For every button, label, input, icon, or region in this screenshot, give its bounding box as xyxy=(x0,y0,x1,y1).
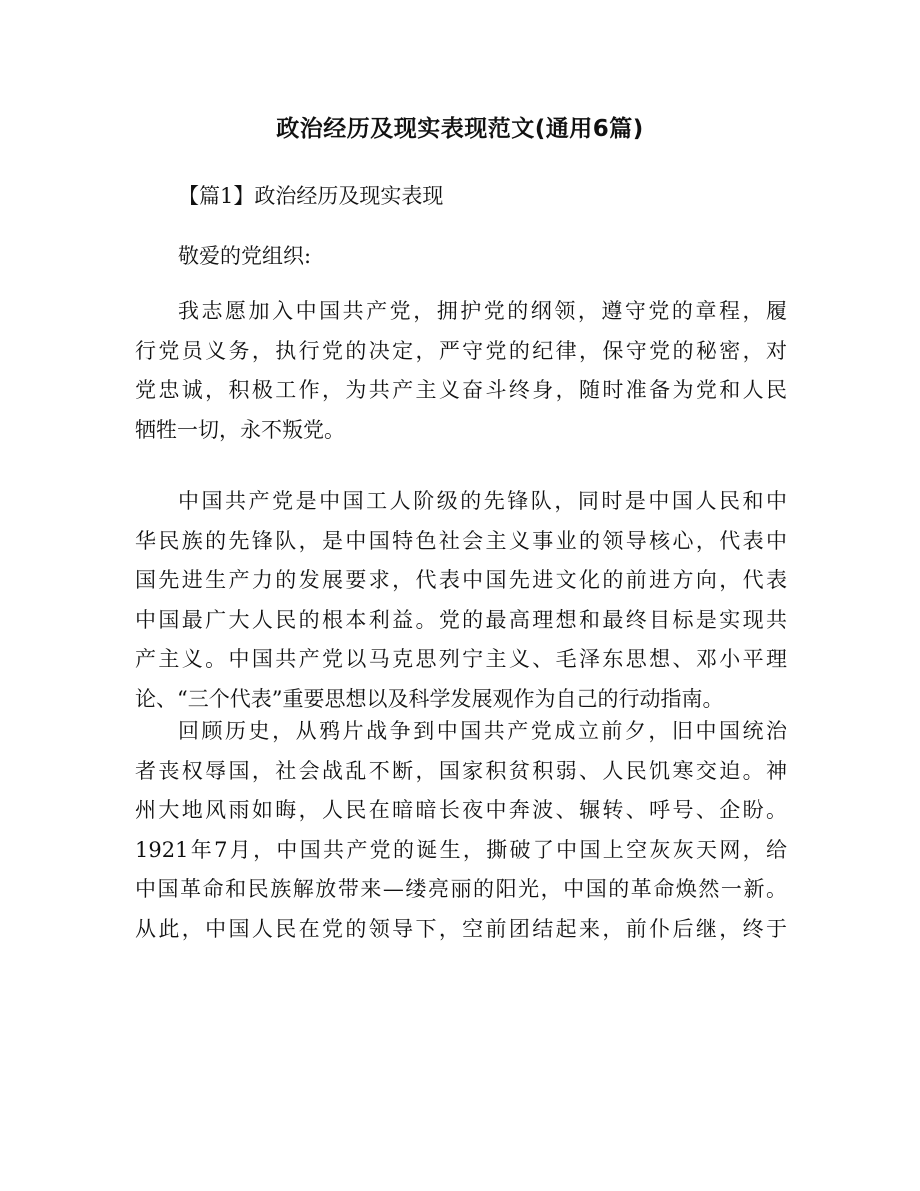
paragraph-line: 党忠诚，积极工作，为共产主义奋斗终身，随时准备为党和人民 xyxy=(135,378,787,402)
paragraph-line: 中国革命和民族解放带来—缕亮丽的阳光，中国的革命焕然一新。 xyxy=(135,877,787,901)
paragraph-line: 华民族的先锋队，是中国特色社会主义事业的领导核心，代表中 xyxy=(135,528,787,553)
paragraph-line: 1921年7月，中国共产党的诞生，撕破了中国上空灰灰天网，给 xyxy=(135,837,787,862)
paragraph-line: 行党员义务，执行党的决定，严守党的纪律，保守党的秘密，对 xyxy=(135,338,787,363)
paragraph-line: 论、“三个代表”重要思想以及科学发展观作为自己的行动指南。 xyxy=(135,686,724,711)
paragraph-3 xyxy=(135,712,787,949)
paragraph-line: 中国共产党是中国工人阶级的先锋队，同时是中国人民和中 xyxy=(178,489,787,513)
section-heading: 【篇1】政治经历及现实表现 xyxy=(178,184,444,208)
paragraph-1 xyxy=(135,292,787,450)
paragraph-line: 回顾历史，从鸦片战争到中国共产党成立前夕，旧中国统治 xyxy=(178,719,787,743)
document-title: 政治经历及现实表现范文(通用6篇) xyxy=(276,116,644,142)
paragraph-line: 中国最广大人民的根本利益。党的最高理想和最终目标是实现共 xyxy=(135,607,787,632)
paragraph-line: 产主义。中国共产党以马克思列宁主义、毛泽东思想、邓小平理 xyxy=(135,647,787,671)
paragraph-line: 牺牲一切，永不叛党。 xyxy=(135,417,345,442)
salutation: 敬爱的党组织: xyxy=(178,244,312,268)
paragraph-line: 州大地风雨如晦，人民在暗暗长夜中奔波、辗转、呼号、企盼。 xyxy=(135,798,787,822)
paragraph-line: 我志愿加入中国共产党，拥护党的纲领，遵守党的章程，履 xyxy=(178,299,787,323)
paragraph-line: 国先进生产力的发展要求，代表中国先进文化的前进方向，代表 xyxy=(135,568,787,592)
paragraph-line: 者丧权辱国，社会战乱不断，国家积贫积弱、人民饥寒交迫。神 xyxy=(135,758,787,783)
paragraph-line: 从此，中国人民在党的领导下，空前团结起来，前仆后继，终于 xyxy=(135,916,787,941)
paragraph-2 xyxy=(135,482,787,719)
